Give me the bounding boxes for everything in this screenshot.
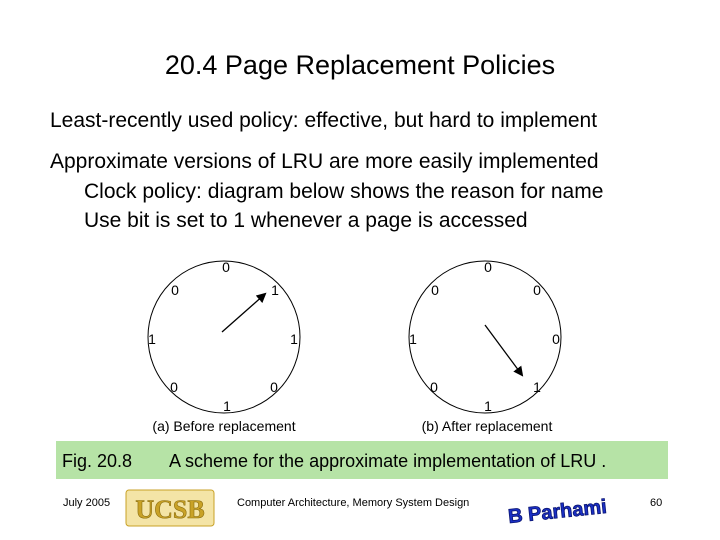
clock-diagram xyxy=(0,250,720,440)
signature-logo xyxy=(507,486,608,530)
clock-b-bit-0: 0 xyxy=(484,259,492,275)
sub-bullet-clock: Clock policy: diagram below shows the reason for name xyxy=(84,180,604,203)
clock-b xyxy=(409,259,561,434)
footer-course: Computer Architecture, Memory System Design xyxy=(237,497,470,509)
clock-b-bit-6: 1 xyxy=(409,331,417,347)
clock-a-caption: (a) Before replacement xyxy=(152,418,296,434)
ucsb-logo-text: UCSB xyxy=(135,495,205,524)
clock-b-caption: (b) After replacement xyxy=(421,418,553,434)
clock-a-bit-4: 1 xyxy=(223,398,231,414)
clock-b-bit-2: 0 xyxy=(552,331,560,347)
ucsb-logo xyxy=(125,488,215,528)
bullet-lru: Least-recently used policy: effective, but hard to implement xyxy=(50,109,598,132)
slide-title: 20.4 Page Replacement Policies xyxy=(164,50,556,80)
clock-a-bit-7: 0 xyxy=(171,282,179,298)
clock-a-bit-1: 1 xyxy=(271,282,279,298)
signature-text: B Parhami xyxy=(507,495,608,529)
clock-b-bit-1: 0 xyxy=(533,282,541,298)
figure-label: Fig. 20.8 xyxy=(62,451,133,471)
clock-b-hand xyxy=(485,325,522,375)
clock-b-bit-3: 1 xyxy=(533,379,541,395)
clock-a-bit-6: 1 xyxy=(148,331,156,347)
clock-a xyxy=(148,259,300,434)
clock-a-bit-5: 0 xyxy=(170,379,178,395)
clock-a-bit-0: 0 xyxy=(222,259,230,275)
clock-b-bit-7: 0 xyxy=(431,282,439,298)
clock-a-bit-3: 0 xyxy=(270,379,278,395)
sub-bullet-use-bit: Use bit is set to 1 whenever a page is accessed xyxy=(84,209,528,232)
clock-b-bit-4: 1 xyxy=(484,398,492,414)
clock-a-bit-2: 1 xyxy=(290,331,298,347)
clock-b-bit-5: 0 xyxy=(430,379,438,395)
figure-caption: A scheme for the approximate implementation of LRU . xyxy=(169,451,607,471)
clock-a-hand xyxy=(222,294,265,332)
page-number: 60 xyxy=(650,497,663,509)
bullet-approx: Approximate versions of LRU are more easily implemented xyxy=(50,150,599,173)
footer-date: July 2005 xyxy=(63,497,111,509)
